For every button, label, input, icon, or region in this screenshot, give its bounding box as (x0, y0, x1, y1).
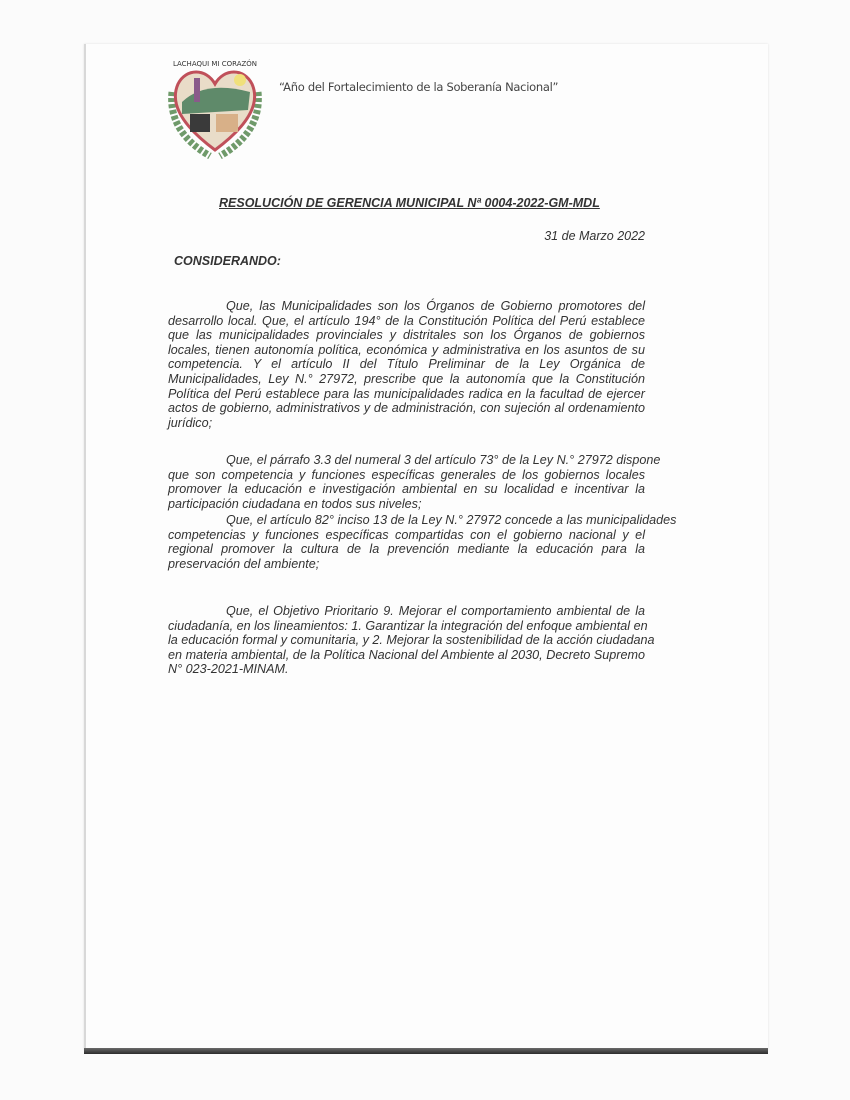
paragraph-line: Que, las Municipalidades son los Órganos de Gobierno promotores del (226, 299, 645, 313)
resolution-title: RESOLUCIÓN DE GERENCIA MUNICIPAL Nª 0004-2022-GM-MDL (219, 196, 600, 210)
year-motto: “Año del Fortalecimiento de la Soberanía Nacional” (279, 80, 559, 94)
paragraph-line: Municipalidades, Ley N.° 27972, prescribe que la autonomía que la Constitución (168, 371, 645, 386)
section-heading: CONSIDERANDO: (174, 254, 281, 268)
paragraph-line: Política del Perú establece para las municipalidades radica en la facultad de ejercer (168, 386, 645, 401)
paragraph-4 (168, 604, 655, 677)
paragraph-line: promover la educación e investigación ambiental en su localidad e incentivar la (168, 482, 645, 497)
paragraph-line: competencia. Y el artículo II del Título Preliminar de la Ley Orgánica de (168, 357, 645, 372)
paragraph-line: jurídico; (168, 415, 213, 430)
municipal-logo-emblem (160, 52, 270, 162)
paragraph-line: Que, el artículo 82° inciso 13 de la Ley N.° 27972 concede a las municipalidades (226, 513, 677, 527)
paragraph-line: la educación formal y comunitaria, y 2. Mejorar la sostenibilidad de la acción ciudadana (168, 633, 655, 648)
resolution-date: 31 de Marzo 2022 (544, 229, 645, 243)
paragraph-3 (168, 513, 677, 571)
paragraph-line: participación ciudadana en todos sus niveles; (168, 496, 422, 511)
page-bottom-edge (84, 1048, 768, 1054)
paragraph-line: actos de gobierno, administrativos y de administración, con sujeción al ordenamiento (168, 401, 645, 416)
svg-text:LACHAQUI MI CORAZÓN: LACHAQUI MI CORAZÓN (172, 60, 258, 68)
paragraph-line: N° 023-2021-MINAM. (168, 662, 289, 677)
paragraph-line: Que, el Objetivo Prioritario 9. Mejorar el comportamiento ambiental de la (226, 604, 645, 618)
paragraph-line: desarrollo local. Que, el artículo 194° de la Constitución Política del Perú establece (168, 313, 645, 328)
paragraph-line: competencias y funciones específicas compartidas con el gobierno nacional y el (168, 527, 645, 542)
paragraph-line: locales, tienen autonomía política, económica y administrativa en los asuntos de su (168, 342, 645, 357)
paragraph-line: que las municipalidades provinciales y distritales son los Órganos de gobiernos (168, 328, 645, 343)
paragraph-line: regional promover la cultura de la prevención mediante la educación para la (168, 542, 645, 557)
paragraph-line: en materia ambiental, de la Política Nacional del Ambiente al 2030, Decreto Supremo (168, 647, 645, 662)
paragraph-2 (168, 453, 661, 511)
paragraph-line: Que, el párrafo 3.3 del numeral 3 del artículo 73° de la Ley N.° 27972 dispone (226, 453, 661, 467)
paragraph-1 (168, 299, 645, 430)
paragraph-line: ciudadanía, en los lineamientos: 1. Garantizar la integración del enfoque ambiental en (168, 618, 648, 633)
paragraph-line: preservación del ambiente; (168, 556, 320, 571)
paragraph-line: que son competencia y funciones específicas generales de los gobiernos locales (168, 467, 645, 482)
